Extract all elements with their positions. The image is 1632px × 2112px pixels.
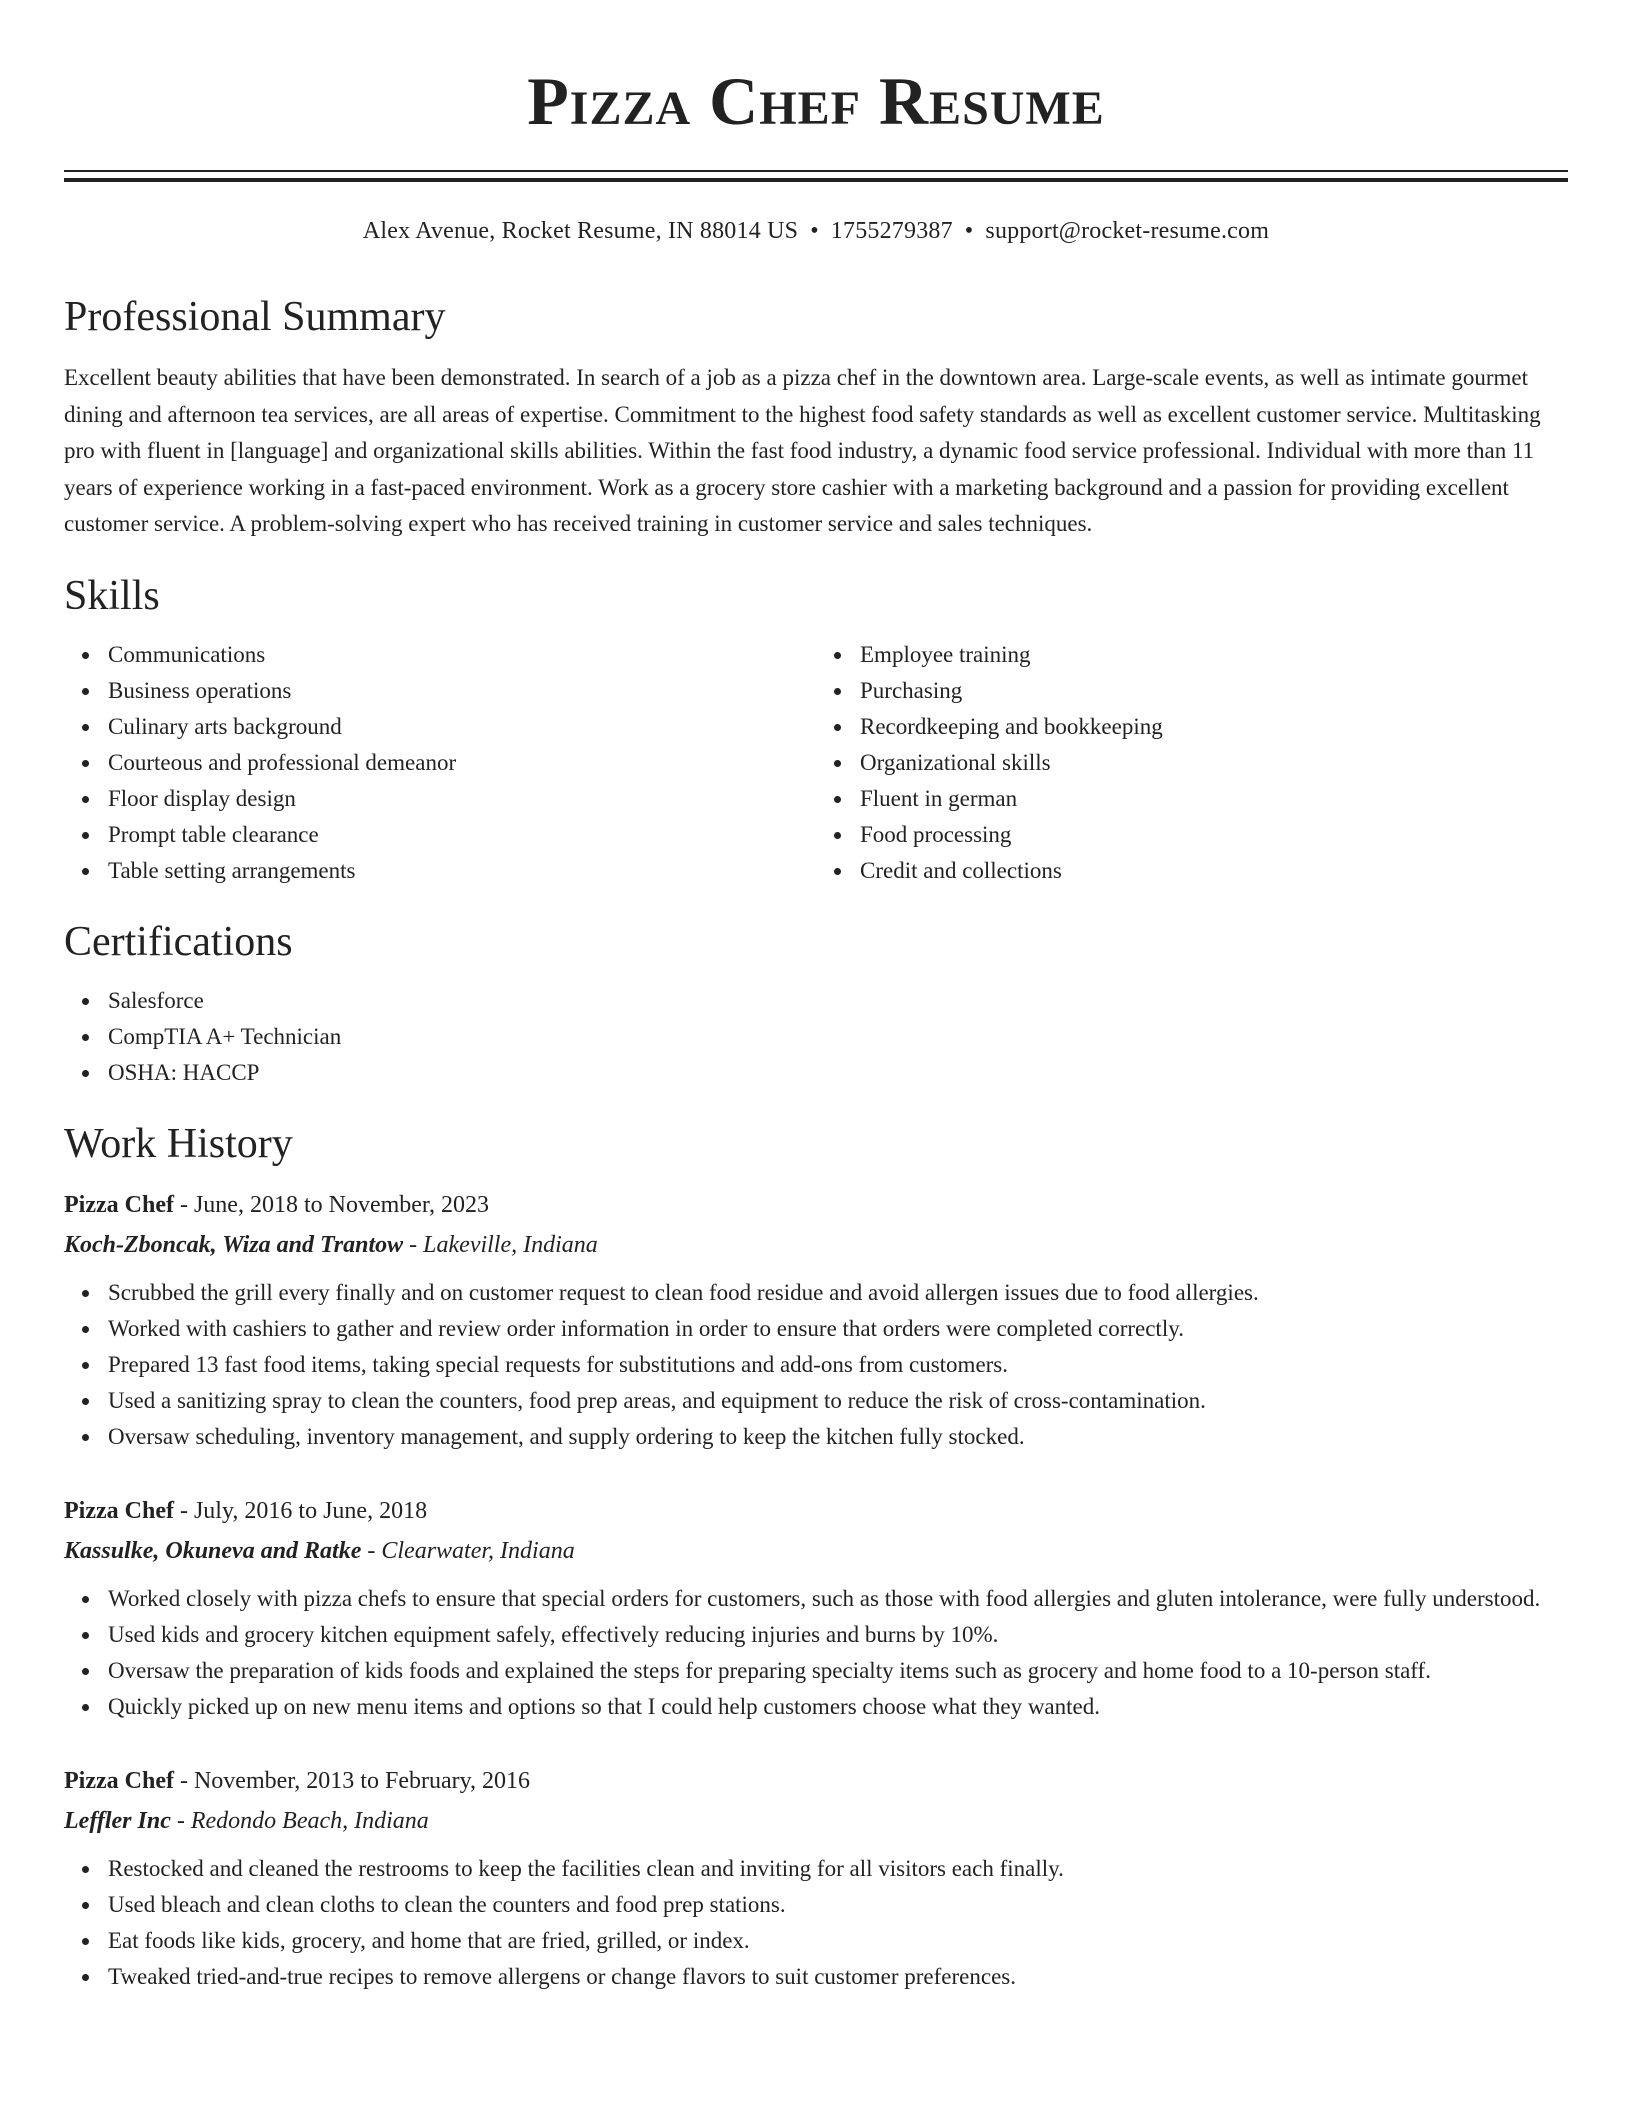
job-entry [64,1491,1568,1725]
job-company: Koch-Zboncak, Wiza and Trantow [64,1231,404,1258]
job-company-line [64,1801,1568,1841]
skill-item: Prompt table clearance [108,817,816,853]
job-title-line [64,1491,1568,1531]
summary-section [64,292,1568,543]
skill-item: Fluent in german [860,781,1568,817]
skill-item: Culinary arts background [108,709,816,745]
job-bullets [64,1851,1568,1995]
job-title: Pizza Chef [64,1767,174,1794]
contact-email: support@rocket-resume.com [985,218,1270,244]
resume-title: Pizza Chef Resume [527,63,1105,139]
job-title-line [64,1761,1568,1801]
job-location: - Lakeville, Indiana [403,1231,598,1258]
job-bullet: Used kids and grocery kitchen equipment safely, effectively reducing injuries and burns by 10%. [108,1617,1568,1653]
job-company: Kassulke, Okuneva and Ratke [64,1537,362,1564]
job-title: Pizza Chef [64,1497,174,1524]
job-company-line [64,1531,1568,1571]
job-company: Leffler Inc [64,1807,171,1834]
contact-separator: • [810,218,819,244]
job-bullet: Tweaked tried-and-true recipes to remove allergens or change flavors to suit customer preferences. [108,1959,1568,1995]
certification-item: CompTIA A+ Technician [108,1019,1568,1055]
skill-item: Floor display design [108,781,816,817]
skills-list-left [64,637,816,889]
job-bullet: Prepared 13 fast food items, taking special requests for substitutions and add-ons from customers. [108,1347,1568,1383]
job-dates: - November, 2013 to February, 2016 [173,1767,531,1794]
summary-heading: Professional Summary [64,294,446,340]
job-entry [64,1185,1568,1455]
skills-grid [64,637,1568,889]
job-dates: - July, 2016 to June, 2018 [173,1497,428,1524]
contact-address: Alex Avenue, Rocket Resume, IN 88014 US [362,218,799,244]
job-bullet: Oversaw the preparation of kids foods and explained the steps for preparing specialty items such as grocery and home food to a 10-person staff. [108,1653,1568,1689]
job-bullet: Oversaw scheduling, inventory management, and supply ordering to keep the kitchen fully stocked. [108,1419,1568,1455]
job-bullet: Worked closely with pizza chefs to ensure that special orders for customers, such as those with food allergies and gluten intolerance, were fully understood. [108,1581,1568,1617]
skills-section [64,571,1568,889]
skill-item: Recordkeeping and bookkeeping [860,709,1568,745]
job-bullet: Restocked and cleaned the restrooms to keep the facilities clean and inviting for all visitors each finally. [108,1851,1568,1887]
job-title-line [64,1185,1568,1225]
certifications-section [64,917,1568,1091]
certifications-heading: Certifications [64,918,293,965]
job-bullet: Used a sanitizing spray to clean the counters, food prep areas, and equipment to reduce the risk of cross-contamination. [108,1383,1568,1419]
job-entry [64,1761,1568,1995]
skill-item: Employee training [860,637,1568,673]
skill-item: Courteous and professional demeanor [108,745,816,781]
job-bullets [64,1581,1568,1725]
skills-list-right [816,637,1568,889]
job-bullet: Used bleach and clean cloths to clean the counters and food prep stations. [108,1887,1568,1923]
job-bullet: Quickly picked up on new menu items and options so that I could help customers choose what they wanted. [108,1689,1568,1725]
skill-item: Organizational skills [860,745,1568,781]
skill-item: Table setting arrangements [108,853,816,889]
job-bullets [64,1275,1568,1455]
work-history-heading: Work History [64,1120,293,1167]
job-company-line [64,1225,1568,1265]
job-location: - Redondo Beach, Indiana [170,1807,429,1834]
certification-item: OSHA: HACCP [108,1055,1568,1091]
job-dates: - June, 2018 to November, 2023 [173,1191,489,1218]
certifications-list [64,983,1568,1091]
job-bullet: Scrubbed the grill every finally and on customer request to clean food residue and avoid allergen issues due to food allergies. [108,1275,1568,1311]
title-divider-thin [64,170,1568,172]
skill-item: Credit and collections [860,853,1568,889]
contact-separator: • [964,218,974,244]
job-location: - Clearwater, Indiana [361,1537,575,1564]
summary-text: Excellent beauty abilities that have been demonstrated. In search of a job as a pizza chef in the downtown area. Large-scale events, as well as intimate gourmet dining and afternoon tea services, are all areas of expertise. Commitment to the highest food safety standards as well as excellent customer service. Multitasking pro with fluent in [language] and organizational skills abilities. Within the fast food industry, a dynamic food service professional. Individual with more than 11 years of experience working in a fast-paced environment. Work as a grocery store cashier with a marketing background and a passion for providing excellent customer service. A problem-solving expert who has received training in customer service and sales techniques. [64,365,1541,536]
job-bullet: Eat foods like kids, grocery, and home that are fried, grilled, or index. [108,1923,1568,1959]
skill-item: Business operations [108,673,816,709]
skill-item: Purchasing [860,673,1568,709]
contact-line [64,216,1568,246]
contact-phone: 1755279387 [830,218,953,244]
job-title: Pizza Chef [64,1191,174,1218]
title-divider-thick [64,178,1568,182]
skill-item: Food processing [860,817,1568,853]
job-bullet: Worked with cashiers to gather and review order information in order to ensure that orders were completed correctly. [108,1311,1568,1347]
skill-item: Communications [108,637,816,673]
certification-item: Salesforce [108,983,1568,1019]
work-history-section [64,1119,1568,1995]
skills-heading: Skills [64,572,160,619]
